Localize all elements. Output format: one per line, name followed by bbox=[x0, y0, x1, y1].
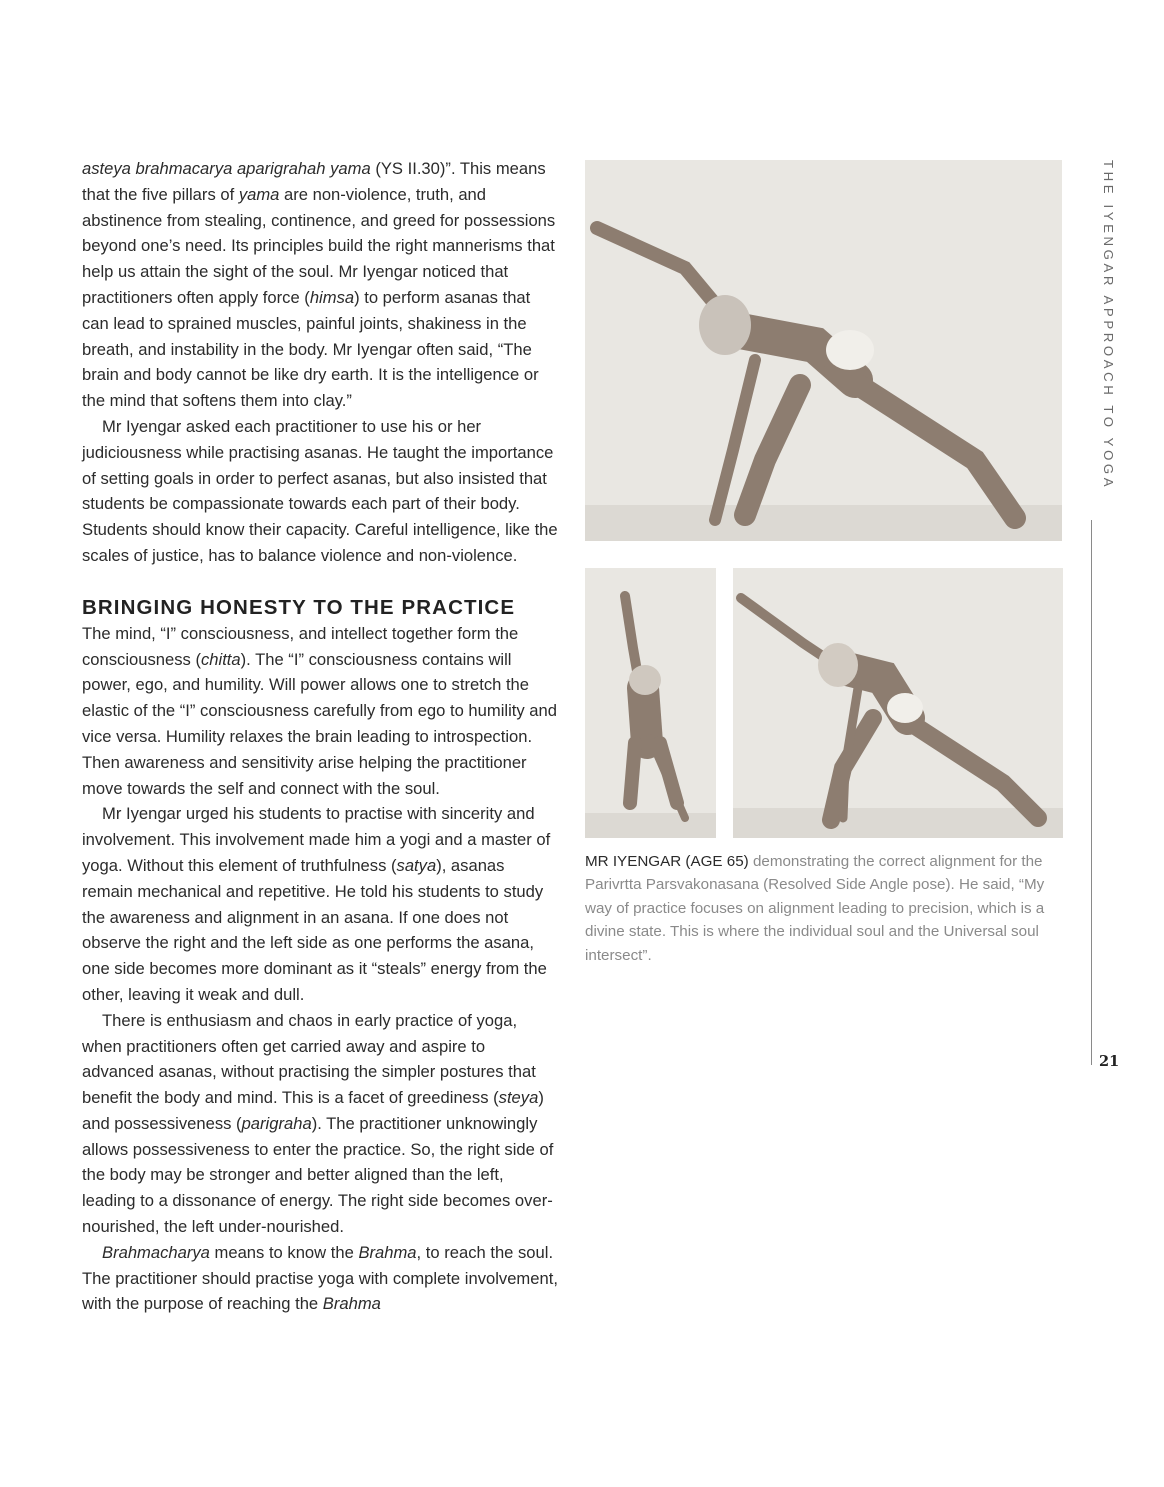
italic-term: steya bbox=[498, 1088, 539, 1108]
text-run: ), asanas remain mechanical and repetitive. He told his students to study the awareness and alignment in an asana. If one does not observe the right and the left side as one performs the asana, one side becomes more dominant as it “steals” energy from the other, leaving it weak and dull. bbox=[82, 855, 547, 1004]
text-run: ). The “I” consciousness contains will power, ego, and humility. Will power allows one to stretch the elastic of the “I” consciousness carefully from ego to humility and vice versa. Humility relaxes the brain leading to introspection. Then awareness and sensitivity arise helping the practitioner move towards the self and connect with the soul. bbox=[82, 649, 557, 798]
photo-pose-front-view bbox=[585, 568, 716, 838]
text-run: (YS II.30)”. This means that the five pillars of bbox=[82, 159, 546, 204]
italic-term: satya bbox=[396, 855, 437, 875]
running-title bbox=[1100, 160, 1120, 510]
text-run: Mr Iyengar asked each practitioner to use his or her judiciousness while practising asanas. He taught the importance of setting goals in order to perfect asanas, but also insisted that students be compassionate towards each part of their body. Students should know their capacity. Careful intelligence, like the scales of justice, has to balance violence and non-violence. bbox=[82, 416, 558, 565]
running-title-text: THE IYENGAR APPROACH TO YOGA bbox=[1101, 160, 1116, 491]
section-heading: BRINGING HONESTY TO THE PRACTICE bbox=[82, 595, 516, 619]
text-run: ). The practitioner unknowingly allows possessiveness to enter the practice. So, the right side of the body may be stronger and better aligned than the left, leading to a dissonance of energy. The right side becomes over-nourished, the left under-nourished. bbox=[82, 1113, 554, 1237]
text-run: Mr Iyengar urged his students to practise with sincerity and involvement. This involvement made him a yogi and a master of yoga. Without this element of truthfulness ( bbox=[82, 804, 551, 875]
caption-lead: MR IYENGAR (AGE 65) bbox=[585, 853, 749, 870]
paragraph-enthusiasm bbox=[82, 1008, 558, 1240]
italic-term: chitta bbox=[200, 649, 241, 669]
paragraph-consciousness bbox=[82, 621, 558, 802]
photo-caption bbox=[585, 850, 1065, 967]
italic-term: yama bbox=[238, 184, 280, 204]
text-run: There is enthusiasm and chaos in early practice of yoga, when practitioners often get carried away and aspire to advanced asanas, without practising the simpler postures that benefit the body and mind. This is a facet of greediness ( bbox=[82, 1010, 536, 1108]
photo-pose-twist-view bbox=[733, 568, 1063, 838]
paragraph-judiciousness bbox=[82, 414, 558, 569]
text-run: means to know the bbox=[209, 1242, 359, 1262]
vertical-rule bbox=[1091, 520, 1092, 1065]
text-run: ) to perform asanas that can lead to sprained muscles, painful joints, shakiness in the breath, and instability in the body. Mr Iyengar often said, “The brain and body cannot be like dry earth. It is the intelligence or the mind that softens them into clay.” bbox=[82, 287, 539, 411]
text-run: , to reach the soul. The practitioner should practise yoga with complete involvement, with the purpose of reaching the bbox=[82, 1242, 558, 1314]
caption-text: demonstrating the correct alignment for the Parivrtta Parsvakonasana (Resolved Side Angle pose). He said, “My way of practice focuses on alignment leading to precision, which is a divine state. This is where the individual soul and the Universal soul intersect”. bbox=[585, 853, 1045, 964]
photo-pose-side-view bbox=[585, 160, 1062, 541]
paragraph-yama bbox=[82, 156, 558, 414]
text-run: are non-violence, truth, and abstinence from stealing, continence, and greed for possessions beyond one’s need. Its principles build the right mannerisms that help us attain the sight of the soul. Mr Iyengar noticed that practitioners often apply force ( bbox=[82, 184, 556, 307]
italic-term: Brahmacharya bbox=[102, 1242, 210, 1262]
paragraph-brahmacharya bbox=[82, 1240, 558, 1317]
text-run: ) and possessiveness ( bbox=[82, 1088, 544, 1133]
italic-term: Brahma bbox=[358, 1242, 417, 1262]
paragraph-sincerity bbox=[82, 801, 558, 1007]
italic-term: himsa bbox=[309, 287, 355, 307]
text-run: The mind, “I” consciousness, and intellect together form the consciousness ( bbox=[82, 623, 519, 669]
main-text-column bbox=[82, 156, 558, 1317]
italic-term: Brahma bbox=[322, 1294, 381, 1314]
italic-term: parigraha bbox=[241, 1113, 312, 1133]
italic-term: asteya brahmacarya aparigrahah yama bbox=[82, 159, 371, 178]
page-number: 21 bbox=[1099, 1053, 1120, 1070]
